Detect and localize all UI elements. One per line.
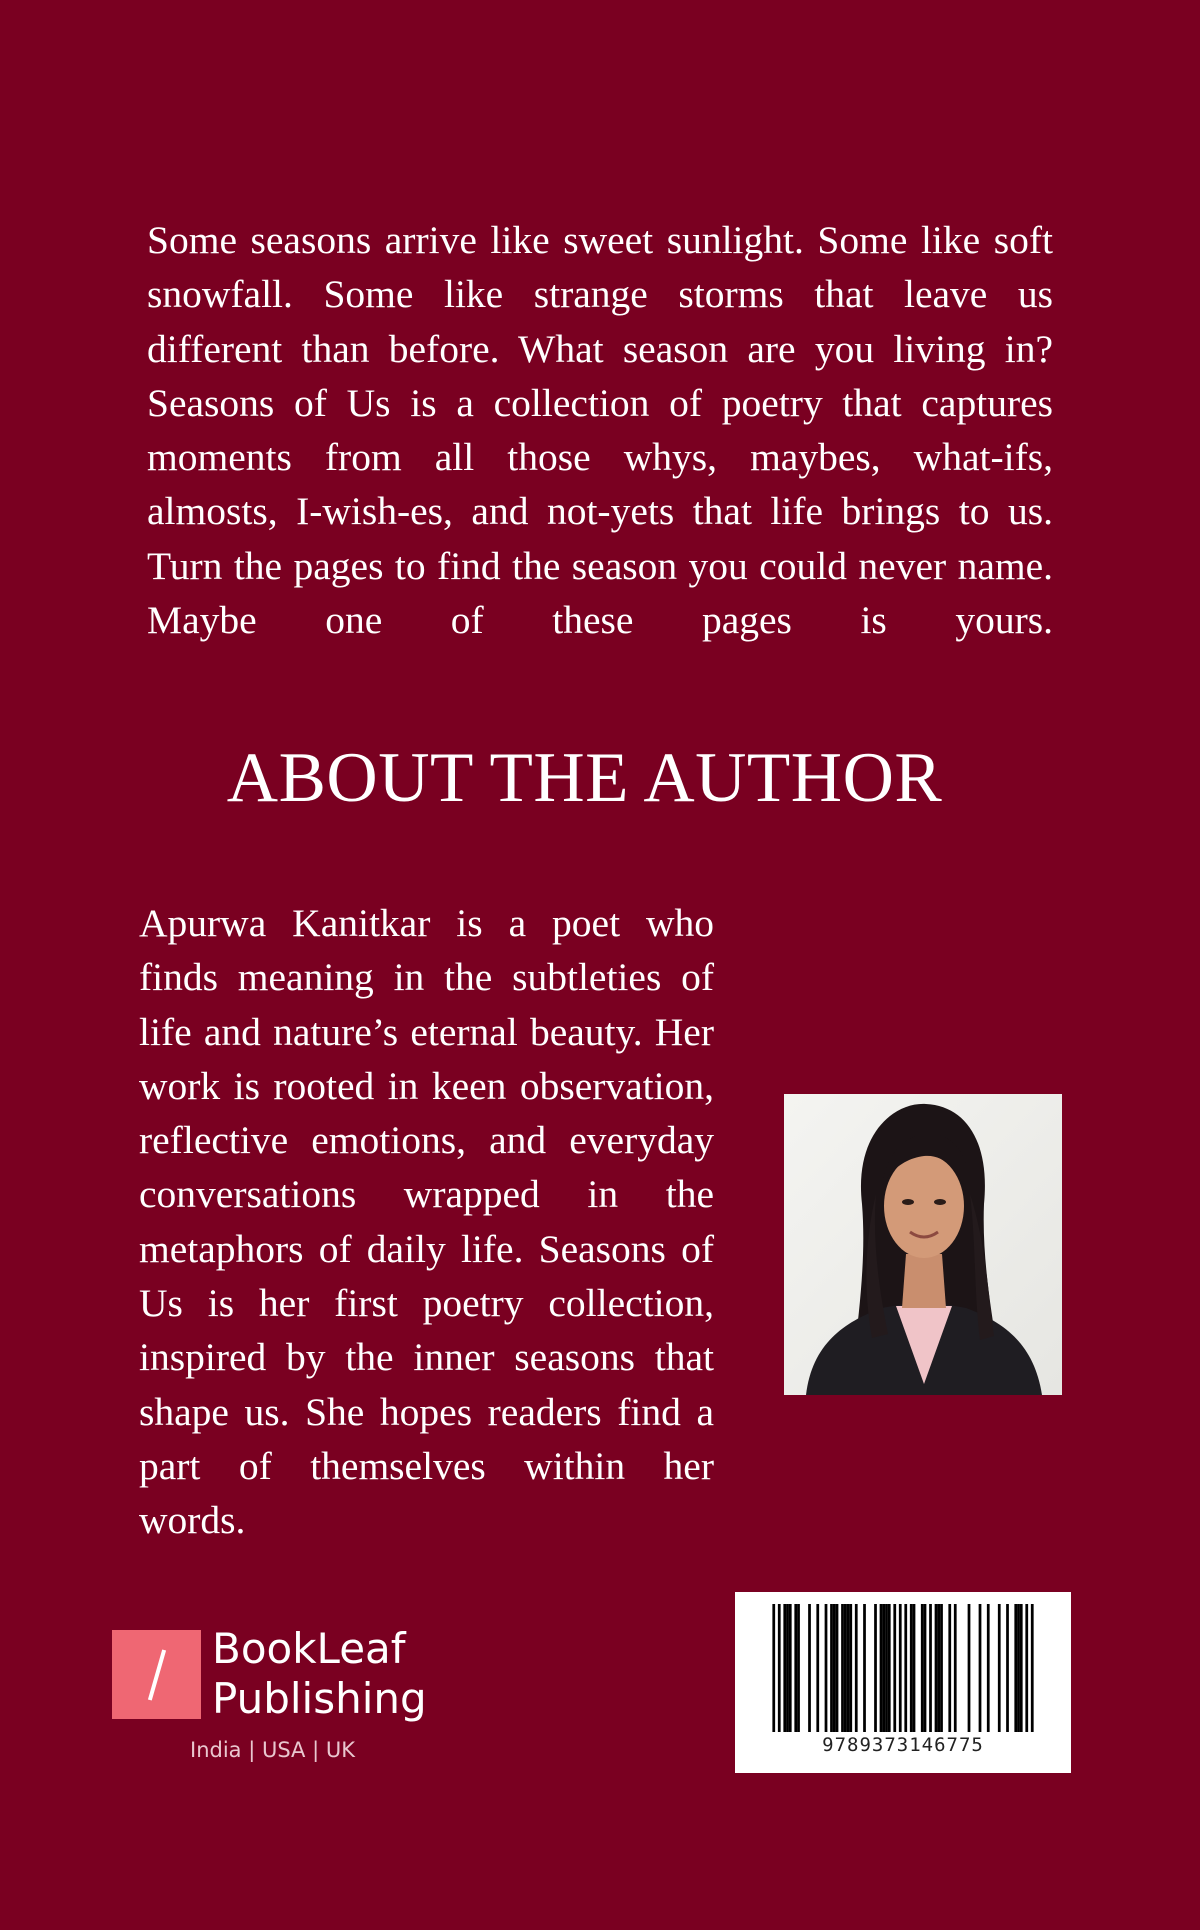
barcode-bar <box>778 1604 781 1732</box>
barcode-bar <box>1031 1604 1034 1732</box>
barcode-bar <box>836 1604 839 1732</box>
barcode-bar <box>772 1604 775 1732</box>
publisher-name-line2: Publishing <box>212 1674 427 1723</box>
barcode-bar <box>968 1604 971 1732</box>
barcode-bar <box>921 1604 924 1732</box>
barcode-bar <box>910 1604 913 1732</box>
barcode-bar <box>885 1604 888 1732</box>
isbn-barcode <box>735 1592 1071 1773</box>
barcode-bar <box>808 1604 811 1732</box>
barcode-bar <box>1006 1604 1009 1732</box>
barcode-bar <box>954 1604 957 1732</box>
barcode-bar <box>833 1604 836 1732</box>
publisher-logo <box>112 1624 472 1770</box>
barcode-bar <box>1014 1604 1017 1732</box>
barcode-bar <box>797 1604 800 1732</box>
barcode-bar <box>880 1604 883 1732</box>
barcode-bar <box>1017 1604 1020 1732</box>
publisher-name-line1: BookLeaf <box>212 1624 406 1673</box>
barcode-bar <box>794 1604 797 1732</box>
barcode-bar <box>1020 1604 1023 1732</box>
barcode-bar <box>940 1604 943 1732</box>
barcode-bar <box>998 1604 1001 1732</box>
author-photo <box>784 1094 1062 1395</box>
barcode-bar <box>841 1604 844 1732</box>
barcode-bars <box>735 1592 1071 1734</box>
barcode-bar <box>783 1604 786 1732</box>
barcode-bar <box>1025 1604 1028 1732</box>
barcode-bar <box>948 1604 951 1732</box>
barcode-bar <box>863 1604 866 1732</box>
barcode-bar <box>789 1604 792 1732</box>
barcode-bar <box>899 1604 902 1732</box>
barcode-bar <box>874 1604 877 1732</box>
barcode-bar <box>924 1604 927 1732</box>
barcode-bar <box>847 1604 850 1732</box>
barcode-bar <box>855 1604 858 1732</box>
barcode-bar <box>913 1604 916 1732</box>
barcode-bar <box>935 1604 938 1732</box>
barcode-bar <box>844 1604 847 1732</box>
barcode-bar <box>882 1604 885 1732</box>
barcode-bar <box>937 1604 940 1732</box>
barcode-bar <box>987 1604 990 1732</box>
barcode-bar <box>786 1604 789 1732</box>
barcode-bar <box>816 1604 819 1732</box>
about-the-author-heading: ABOUT THE AUTHOR <box>226 739 943 817</box>
isbn-number: 9789373146775 <box>822 1734 984 1756</box>
barcode-bar <box>849 1604 852 1732</box>
barcode-bar <box>904 1604 907 1732</box>
barcode-bar <box>929 1604 932 1732</box>
barcode-bar <box>979 1604 982 1732</box>
barcode-bar <box>825 1604 828 1732</box>
back-cover-blurb: Some seasons arrive like sweet sunlight. Some like soft snowfall. Some like strange storms that leave us different than before. What season are you living in? Seasons of Us is a collection of poetry that captures moments from all those whys, maybes, what-ifs, almosts, I-wish-es, and not-yets that life brings to us. Turn the pages to find the season you could never name. Maybe one of these pages is yours. <box>147 218 1053 643</box>
publisher-slash-icon <box>112 1630 201 1719</box>
barcode-bar <box>893 1604 896 1732</box>
author-bio: Apurwa Kanitkar is a poet who finds meaning in the subtleties of life and nature’s eternal beauty. Her work is rooted in keen observation, reflective emotions, and everyday conversations wrapped in the metaphors of daily life. Seasons of Us is her first poetry collection, inspired by the inner seasons that shape us. She hopes readers find a part of themselves within her words. <box>139 901 714 1543</box>
publisher-regions: India | USA | UK <box>190 1738 355 1762</box>
publisher-name <box>212 1624 427 1724</box>
barcode-bar <box>830 1604 833 1732</box>
barcode-bar <box>888 1604 891 1732</box>
